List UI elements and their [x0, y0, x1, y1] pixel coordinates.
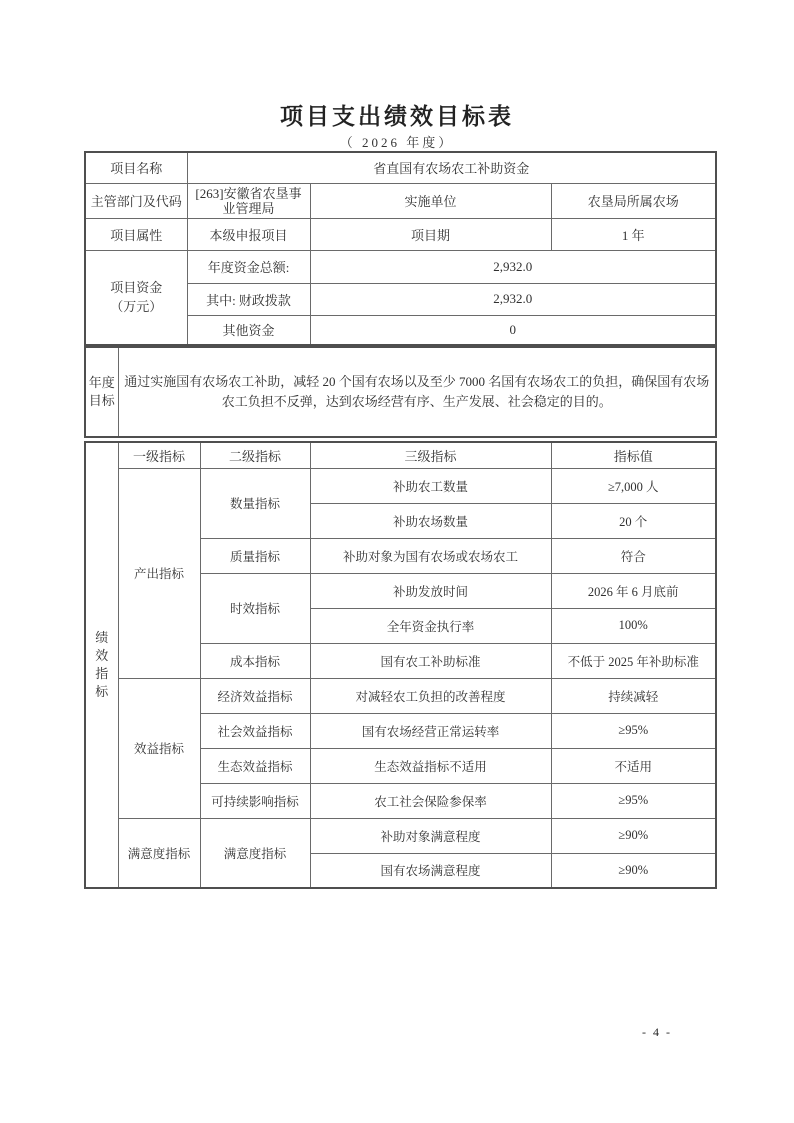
annual-goal-table — [84, 346, 717, 438]
annual-goal-text-cell: 通过实施国有农场农工补助，减轻 20 个国有农场以及至少 7000 名国有农场农工的负担，确保国有农场农工负担不反弹，达到农场经营有序、生产发展、社会稳定的目的。 — [118, 347, 716, 437]
indicator-cell: 全年资金执行率 — [310, 608, 551, 643]
header-level2-cell: 二级指标 — [200, 442, 310, 468]
value-cell: ≥7,000 人 — [551, 468, 716, 503]
value-cell: 持续减轻 — [551, 678, 716, 713]
annual-goal-label-cell — [85, 347, 118, 437]
indicator-cell: 农工社会保险参保率 — [310, 783, 551, 818]
header-level3-cell: 三级指标 — [310, 442, 551, 468]
indicator-cell: 国有农场经营正常运转率 — [310, 713, 551, 748]
project-name-cell: 省直国有农场农工补助资金 — [187, 152, 716, 183]
indicator-cell: 补助农工数量 — [310, 468, 551, 503]
value-cell: 20 个 — [551, 503, 716, 538]
funds-fiscal-label-cell: 其中: 财政拨款 — [187, 283, 310, 315]
performance-side-label: 绩效指标 — [95, 630, 109, 699]
indicator-row — [85, 678, 716, 713]
value-cell: ≥90% — [551, 853, 716, 888]
level2-cost-cell: 成本指标 — [200, 643, 310, 678]
indicator-cell: 国有农场满意程度 — [310, 853, 551, 888]
value-cell: ≥90% — [551, 818, 716, 853]
level2-social-cell: 社会效益指标 — [200, 713, 310, 748]
value-cell: 不适用 — [551, 748, 716, 783]
dept-code-label-cell: 主管部门及代码 — [85, 183, 187, 218]
indicator-cell: 补助对象满意程度 — [310, 818, 551, 853]
level2-timeliness-cell: 时效指标 — [200, 573, 310, 643]
impl-unit-label-cell: 实施单位 — [310, 183, 551, 218]
indicator-row — [85, 468, 716, 503]
annual-goal-label-line2: 目标 — [88, 393, 115, 408]
level2-quantity-cell: 数量指标 — [200, 468, 310, 538]
value-cell: 不低于 2025 年补助标准 — [551, 643, 716, 678]
annual-goal-label-line1: 年度 — [88, 375, 115, 390]
funds-label-line2: （万元） — [110, 299, 163, 315]
level2-economic-cell: 经济效益指标 — [200, 678, 310, 713]
level1-output-cell: 产出指标 — [118, 468, 200, 678]
indicator-cell: 对减轻农工负担的改善程度 — [310, 678, 551, 713]
funds-total-value-cell: 2,932.0 — [310, 250, 716, 283]
level2-satisfaction-cell: 满意度指标 — [200, 818, 310, 888]
impl-unit-cell: 农垦局所属农场 — [551, 183, 716, 218]
attribute-label-cell: 项目属性 — [85, 218, 187, 250]
level1-benefit-cell: 效益指标 — [118, 678, 200, 818]
header-level1-cell: 一级指标 — [118, 442, 200, 468]
indicators-table — [84, 441, 717, 889]
project-name-row — [85, 152, 716, 183]
dept-code-row — [85, 183, 716, 218]
performance-side-label-cell — [85, 442, 118, 888]
indicators-header-row — [85, 442, 716, 468]
funds-label-line1: 项目资金 — [110, 280, 163, 296]
indicator-row — [85, 818, 716, 853]
page-number: - 4 - — [642, 1025, 672, 1039]
attribute-cell: 本级申报项目 — [187, 218, 310, 250]
funds-other-label-cell: 其他资金 — [187, 315, 310, 345]
level2-sustainable-cell: 可持续影响指标 — [200, 783, 310, 818]
funds-other-value-cell: 0 — [310, 315, 716, 345]
level1-satisfaction-cell: 满意度指标 — [118, 818, 200, 888]
level2-quality-cell: 质量指标 — [200, 538, 310, 573]
funds-label-cell — [85, 250, 187, 345]
dept-code-cell: [263]安徽省农垦事业管理局 — [187, 183, 310, 218]
value-cell: ≥95% — [551, 783, 716, 818]
indicator-cell: 国有农工补助标准 — [310, 643, 551, 678]
page-title: 项目支出绩效目标表 — [280, 104, 514, 129]
indicator-cell: 生态效益指标不适用 — [310, 748, 551, 783]
period-label-cell: 项目期 — [310, 218, 551, 250]
value-cell: 100% — [551, 608, 716, 643]
indicator-cell: 补助农场数量 — [310, 503, 551, 538]
value-cell: 符合 — [551, 538, 716, 573]
annual-goal-row — [85, 347, 716, 437]
value-cell: 2026 年 6 月底前 — [551, 573, 716, 608]
level2-ecological-cell: 生态效益指标 — [200, 748, 310, 783]
basic-info-table — [84, 151, 717, 346]
value-cell: ≥95% — [551, 713, 716, 748]
funds-total-row — [85, 250, 716, 283]
attribute-row — [85, 218, 716, 250]
header-value-cell: 指标值 — [551, 442, 716, 468]
project-name-label-cell: 项目名称 — [85, 152, 187, 183]
indicator-cell: 补助发放时间 — [310, 573, 551, 608]
period-cell: 1 年 — [551, 218, 716, 250]
indicator-cell: 补助对象为国有农场或农场农工 — [310, 538, 551, 573]
funds-fiscal-value-cell: 2,932.0 — [310, 283, 716, 315]
page-subtitle: （ 2026 年度） — [339, 135, 455, 150]
funds-total-label-cell: 年度资金总额: — [187, 250, 310, 283]
